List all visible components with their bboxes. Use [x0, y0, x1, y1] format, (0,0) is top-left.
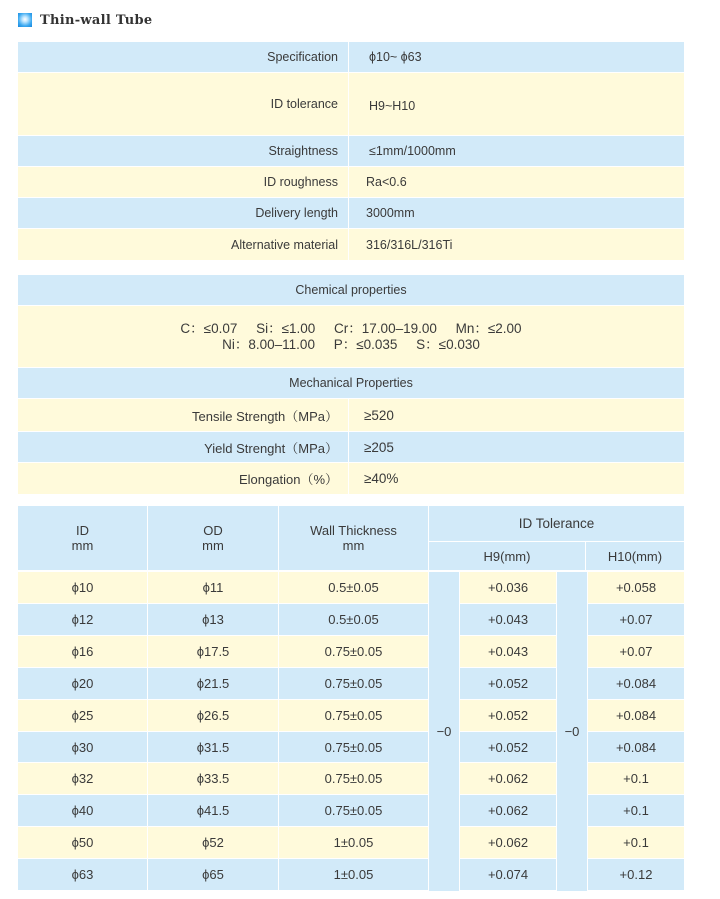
cell-h9: +0.062 [460, 795, 556, 826]
h9-lower-deviation: −0 [429, 572, 459, 891]
cell-h10: +0.1 [588, 827, 684, 858]
cell-h10: +0.084 [588, 700, 684, 731]
cell-h9: +0.062 [460, 763, 556, 794]
chemical-composition [18, 306, 684, 367]
spec-row [18, 198, 684, 228]
cell-wall: 1±0.05 [279, 827, 428, 858]
cell-h10: +0.058 [588, 572, 684, 603]
cell-id: ϕ16 [18, 636, 147, 667]
mechanical-value: ≥205 [364, 439, 394, 455]
cell-id: ϕ30 [18, 732, 147, 762]
spec-row [18, 42, 684, 72]
header-id [18, 506, 147, 570]
cell-wall: 0.5±0.05 [279, 604, 428, 635]
mechanical-label: Tensile Strength（MPa） [18, 399, 349, 431]
chemical-line-2: Ni：8.00–11.00 P：≤0.035 S：≤0.030 [222, 336, 480, 352]
dimensions-table [18, 506, 684, 891]
spec-label: ID tolerance [18, 73, 349, 135]
spec-label: Alternative material [18, 229, 349, 260]
chemical-line-1: C：≤0.07 Si：≤1.00 Cr：17.00–19.00 Mn：≤2.00 [180, 320, 522, 336]
section-title [18, 10, 152, 30]
cell-od: ϕ52 [148, 827, 278, 858]
spec-row [18, 73, 684, 135]
cell-od: ϕ11 [148, 572, 278, 603]
spec-label: ID roughness [18, 167, 349, 197]
cell-h10: +0.12 [588, 859, 684, 890]
chemical-body-row [18, 306, 684, 367]
spec-value: 3000mm [366, 206, 415, 220]
specification-table [18, 42, 684, 260]
mechanical-label: Elongation（%） [18, 463, 349, 494]
mechanical-row [18, 463, 684, 494]
cell-id: ϕ32 [18, 763, 147, 794]
header-h10: H10(mm) [586, 542, 684, 570]
spec-label: Straightness [18, 136, 349, 166]
cell-h9: +0.074 [460, 859, 556, 890]
spec-row [18, 167, 684, 197]
cell-h10: +0.084 [588, 732, 684, 762]
mechanical-header-row [18, 368, 684, 398]
cell-h10: +0.1 [588, 763, 684, 794]
spec-value: H9~H10 [369, 99, 416, 113]
cell-wall: 0.75±0.05 [279, 763, 428, 794]
mechanical-label: Yield Strenght（MPa） [18, 432, 349, 462]
cell-h9: +0.052 [460, 732, 556, 762]
cell-wall: 0.75±0.05 [279, 700, 428, 731]
cell-h9: +0.052 [460, 700, 556, 731]
mechanical-header: Mechanical Properties [289, 376, 413, 390]
cell-od: ϕ31.5 [148, 732, 278, 762]
cell-wall: 0.75±0.05 [279, 795, 428, 826]
cell-h9: +0.043 [460, 636, 556, 667]
spec-value: 316/316L/316Ti [366, 237, 453, 252]
cell-od: ϕ21.5 [148, 668, 278, 699]
cell-wall: 0.5±0.05 [279, 572, 428, 603]
cell-id: ϕ20 [18, 668, 147, 699]
cell-h10: +0.07 [588, 604, 684, 635]
chemical-header: Chemical properties [295, 283, 407, 297]
spec-row [18, 229, 684, 260]
cell-h10: +0.07 [588, 636, 684, 667]
header-h9: H9(mm) [429, 542, 585, 570]
cell-id: ϕ50 [18, 827, 147, 858]
cell-h9: +0.052 [460, 668, 556, 699]
title-text: Thin-wall Tube [40, 12, 153, 28]
chemical-header-row [18, 275, 684, 305]
cell-od: ϕ41.5 [148, 795, 278, 826]
mechanical-row [18, 432, 684, 462]
mechanical-value: ≥40% [364, 471, 399, 486]
spec-value: ϕ10~ ϕ63 [369, 50, 422, 64]
header-od [148, 506, 278, 570]
cell-od: ϕ65 [148, 859, 278, 890]
mechanical-row [18, 399, 684, 431]
cell-id: ϕ40 [18, 795, 147, 826]
header-wall-thickness [279, 506, 428, 570]
header-wall-unit: mm [342, 538, 365, 553]
cell-wall: 0.75±0.05 [279, 668, 428, 699]
header-id-unit: mm [71, 538, 94, 553]
spec-row [18, 136, 684, 166]
header-od-unit: mm [202, 538, 224, 553]
cell-wall: 0.75±0.05 [279, 636, 428, 667]
properties-table [18, 275, 684, 494]
cell-id: ϕ12 [18, 604, 147, 635]
h10-lower-deviation: −0 [557, 572, 587, 891]
cell-id: ϕ10 [18, 572, 147, 603]
cell-od: ϕ17.5 [148, 636, 278, 667]
cell-h10: +0.1 [588, 795, 684, 826]
cell-h10: +0.084 [588, 668, 684, 699]
header-od-label: OD [203, 523, 223, 538]
spec-value: ≤1mm/1000mm [369, 144, 456, 158]
spec-label: Delivery length [18, 198, 349, 228]
cell-h9: +0.043 [460, 604, 556, 635]
cell-od: ϕ33.5 [148, 763, 278, 794]
spec-value: Ra<0.6 [366, 175, 407, 189]
cell-id: ϕ63 [18, 859, 147, 890]
cell-wall: 1±0.05 [279, 859, 428, 890]
cell-wall: 0.75±0.05 [279, 732, 428, 762]
header-id-label: ID [76, 523, 89, 538]
cell-h9: +0.062 [460, 827, 556, 858]
cell-od: ϕ26.5 [148, 700, 278, 731]
spec-label: Specification [18, 42, 349, 72]
header-wall-label: Wall Thickness [310, 523, 397, 538]
mechanical-value: ≥520 [364, 407, 394, 423]
cell-id: ϕ25 [18, 700, 147, 731]
cell-od: ϕ13 [148, 604, 278, 635]
header-id-tolerance: ID Tolerance [429, 506, 684, 541]
blue-square-bullet-icon [18, 13, 32, 27]
cell-h9: +0.036 [460, 572, 556, 603]
